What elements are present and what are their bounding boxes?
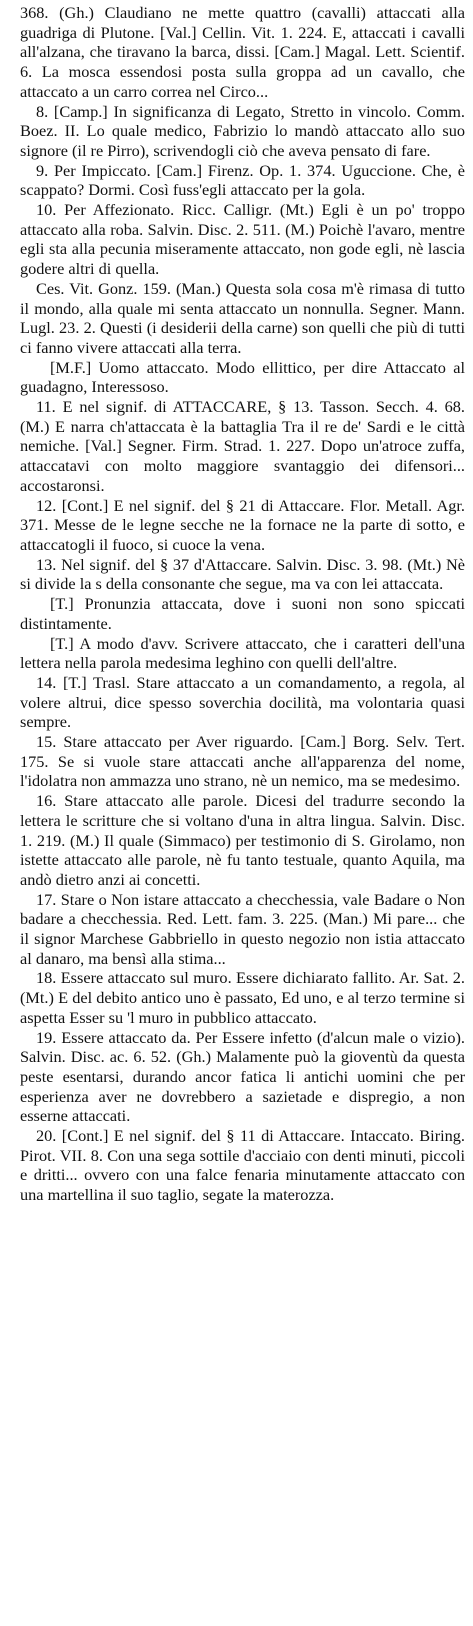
entry-17: 17. Stare o Non istare attaccato a checchessia, vale Badare o Non badare a checchessia. Red. Lett. fam. 3. 225. (Man.) Mi pare... che il signor Marchese Gabbriello in questo negozio non istia attaccato al danaro, ma bensì alla stima... [20, 889, 465, 968]
entry-11: 11. E nel signif. di ATTACCARE, § 13. Tasson. Secch. 4. 68. (M.) E narra ch'attaccata è la battaglia Tra il re de' Sardi e le città nemiche. [Val.] Segner. Firm. Strad. 1. 227. Dopo un'atroce zuffa, attaccatavi con molto maggiore svantaggio dei difensori... accostaronsi. [20, 397, 465, 495]
entry-15: 15. Stare attaccato per Aver riguardo. [Cam.] Borg. Selv. Tert. 175. Se si vuole stare attaccati anche all'apparenza del nome, l'idolatra non ammazza uno strano, nè un nemico, ma se medesimo. [20, 732, 465, 791]
entry-12: 12. [Cont.] E nel signif. del § 21 di Attaccare. Flor. Metall. Agr. 371. Messe de le legne secche ne la fornace ne la parte di sotto, e attaccatogli il fuoco, si cuoce la vena. [20, 495, 465, 554]
entry-8: 8. [Camp.] In significanza di Legato, Stretto in vincolo. Comm. Boez. II. Lo quale medico, Fabrizio lo mandò attaccato allo suo signore (il re Pirro), scrivendogli ciò che aveva pensato di fare. [20, 101, 465, 160]
entry-13: 13. Nel signif. del § 37 d'Attaccare. Salvin. Disc. 3. 98. (Mt.) Nè si divide la s della consonante che segue, ma va con lei attaccata. [20, 554, 465, 594]
entry-20: 20. [Cont.] E nel signif. del § 11 di Attaccare. Intaccato. Biring. Pirot. VII. 8. Con una sega sottile d'acciaio con denti minuti, piccoli e dritti... ovvero con una falce fenaria minutamente attaccato con una martellina il suo taglio, segate la materozza. [20, 1126, 465, 1205]
entry-9: 9. Per Impiccato. [Cam.] Firenz. Op. 1. 374. Uguccione. Che, è scappato? Dormi. Così fuss'egli attaccato per la gola. [20, 160, 465, 200]
entry-19: 19. Essere attaccato da. Per Essere infetto (d'alcun male o vizio). Salvin. Disc. ac. 6. 52. (Gh.) Malamente può la gioventù da questa peste esentarsi, durando ancor fatica li antichi uomini che per esperienza aver ne dovrebbero a sazietade e dispregio, a non esserne attaccati. [20, 1027, 465, 1126]
entry-continuation: 368. (Gh.) Claudiano ne mette quattro (cavalli) attaccati alla guadriga di Plutone. [Val.] Cellin. Vit. 1. 224. E, attaccati i cavalli all'alzana, che tiravano la barca, dissi. [Cam.] Magal. Lett. Scientif. 6. La mosca essendosi posta sulla groppa ad un cavallo, che attaccato a un carro correa nel Circo... [20, 3, 465, 101]
entry-10: 10. Per Affezionato. Ricc. Calligr. (Mt.) Egli è un po' troppo attaccato alla roba. Salvin. Disc. 2. 511. (M.) Poichè l'avaro, mentre egli sta alla pecunia miseramente attaccato, non gode egli, nè lascia godere altri di quella. [20, 200, 465, 279]
entry-16: 16. Stare attaccato alle parole. Dicesi del tradurre secondo la lettera le scritture che si voltano d'una in altra lingua. Salvin. Disc. 1. 219. (M.) Il quale (Simmaco) per testimonio di S. Girolamo, non istette attaccato alle parole, nè fu tanto testuale, quanto Aquila, ma andò dietro anzi ai concetti. [20, 791, 465, 889]
entry-14: 14. [T.] Trasl. Stare attaccato a un comandamento, a regola, al volere altrui, dice spesso soverchia docilità, ma volontaria quasi sempre. [20, 672, 465, 732]
entry-18: 18. Essere attaccato sul muro. Essere dichiarato fallito. Ar. Sat. 2. (Mt.) E del debito antico uno è passato, Ed uno, e al terzo termine si aspetta Esser su 'l muro in pubblico attaccato. [20, 968, 465, 1027]
entry-mf: [M.F.] Uomo attaccato. Modo ellittico, per dire Attaccato al guadagno, Interessoso. [20, 357, 465, 397]
entry-10-cont: Ces. Vit. Gonz. 159. (Man.) Questa sola cosa m'è rimasa di tutto il mondo, alla quale mi senta attaccato un nonnulla. Segner. Mann. Lugl. 23. 2. Questi (i desiderii della carne) son quelli che più di tutti ci fanno vivere attaccati alla terra. [20, 278, 465, 357]
entry-13-note-1: [T.] Pronunzia attaccata, dove i suoni non sono spiccati distintamente. [20, 594, 465, 633]
entry-13-note-2: [T.] A modo d'avv. Scrivere attaccato, che i caratteri dell'una lettera nella parola medesima leghino con quelli dell'altre. [20, 633, 465, 673]
